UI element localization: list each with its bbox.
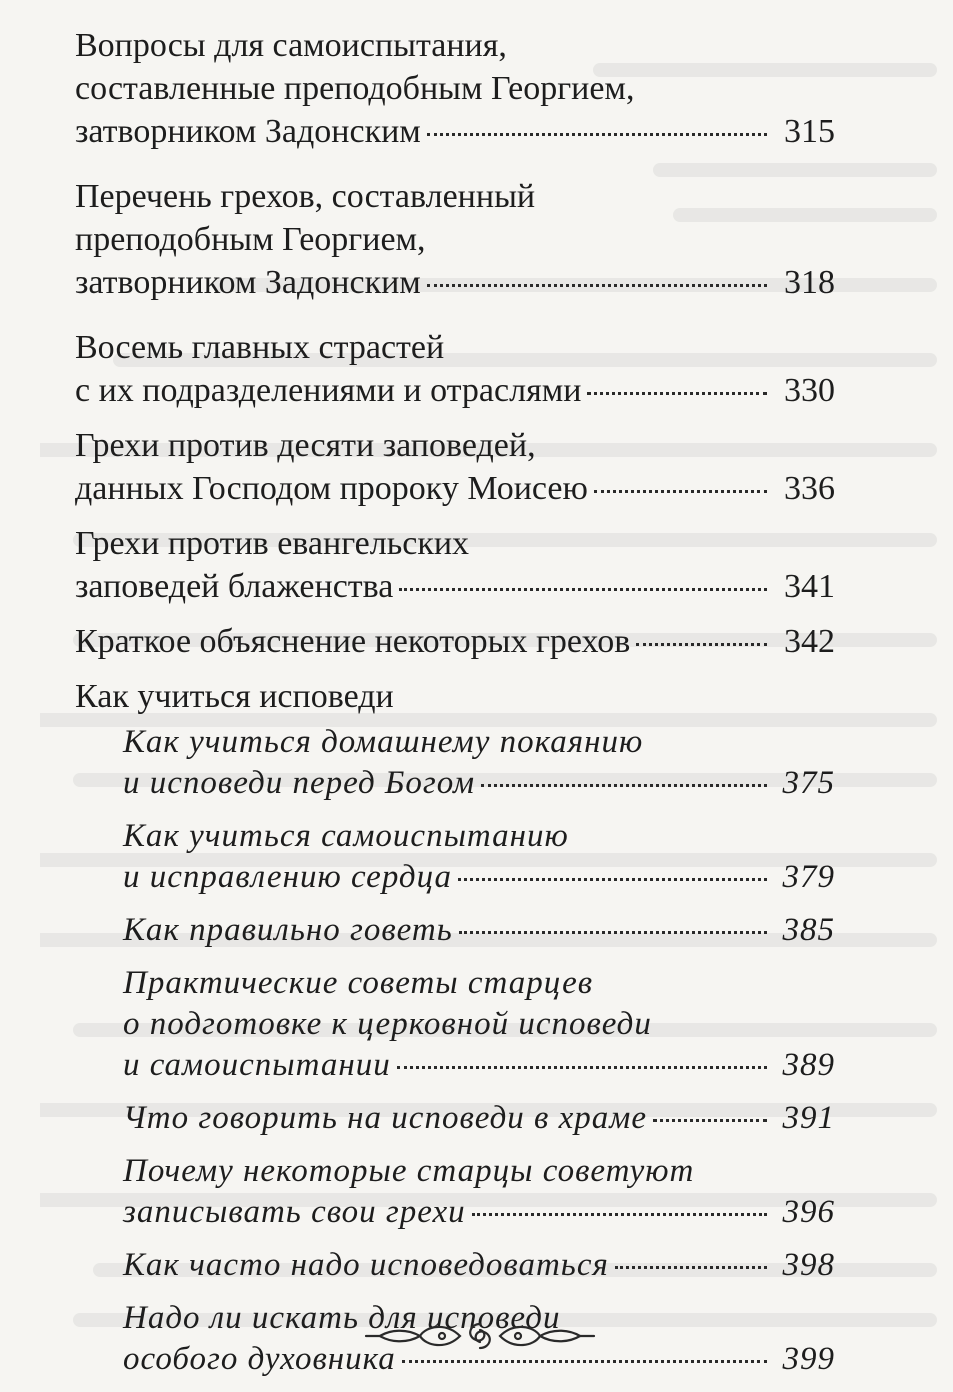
dot-leader: [458, 878, 767, 881]
toc-entry-title-line: затворником Задонским: [75, 113, 421, 150]
dot-leader: [427, 133, 767, 136]
toc-entry-title-line: и исповеди перед Богом: [123, 765, 476, 801]
toc-entry-title-line: Почему некоторые старцы советуют: [123, 1153, 695, 1189]
toc-entry-last-line: [75, 620, 835, 663]
dot-leader: [427, 284, 767, 287]
toc-entry-title-line: и исправлению сердца: [123, 859, 452, 895]
dot-leader: [636, 643, 767, 646]
toc-entry[interactable]: [75, 24, 835, 153]
toc-entry-title-line: о подготовке к церковной исповеди: [123, 1006, 652, 1042]
toc-entry-last-line: [123, 1098, 835, 1139]
toc-sub-entry[interactable]: [75, 816, 835, 898]
toc-sub-entry[interactable]: [75, 722, 835, 804]
page-number: 341: [784, 568, 835, 605]
toc-entry[interactable]: [75, 424, 835, 510]
toc-entry-title-line: Как часто надо исповедоваться: [123, 1247, 609, 1283]
toc-entry[interactable]: [75, 522, 835, 608]
dot-leader: [481, 784, 767, 787]
dot-leader: [594, 490, 767, 493]
section-title[interactable]: Как учиться исповеди: [75, 678, 394, 715]
toc-entry-title-line: с их подразделениями и отраслями: [75, 372, 582, 409]
dot-leader: [397, 1066, 767, 1069]
toc-entry-title-line: Как учиться самоиспытанию: [123, 818, 569, 854]
page-number: 318: [784, 264, 835, 301]
toc-entry-last-line: [75, 369, 835, 412]
dot-leader: [399, 588, 767, 591]
page-number: 379: [782, 859, 835, 895]
toc-entry-title-line: Как правильно говеть: [123, 912, 453, 948]
toc-entry-title-line: Перечень грехов, составленный: [75, 178, 536, 215]
page-number: 385: [782, 912, 835, 948]
dot-leader: [615, 1266, 767, 1269]
page-number: 375: [782, 765, 835, 801]
toc-entry[interactable]: [75, 326, 835, 412]
toc-entry-title-line: особого духовника: [123, 1341, 396, 1377]
toc-entry[interactable]: [75, 175, 835, 304]
toc-sub-entry[interactable]: [75, 1151, 835, 1233]
toc-entry-title-line: затворником Задонским: [75, 264, 421, 301]
dot-leader: [653, 1119, 767, 1122]
toc-entry-title-line: и самоиспытании: [123, 1047, 391, 1083]
page-number: 396: [782, 1194, 835, 1230]
toc-entry-last-line: [75, 261, 835, 304]
dot-leader: [472, 1213, 767, 1216]
page-number: 391: [782, 1100, 835, 1136]
dot-leader: [402, 1360, 767, 1363]
toc-entry-last-line: [123, 763, 835, 804]
toc-entry-last-line: [75, 467, 835, 510]
toc-entry-last-line: [123, 1192, 835, 1233]
toc-sub-entry[interactable]: [75, 1098, 835, 1139]
dot-leader: [587, 392, 767, 395]
toc-entry-title-line: Практические советы старцев: [123, 965, 594, 1001]
toc-sub-entry[interactable]: [75, 1245, 835, 1286]
toc-entry-title-line: записывать свои грехи: [123, 1194, 466, 1230]
toc-sub-entry[interactable]: [75, 910, 835, 951]
toc-entry-title-line: Вопросы для самоиспытания,: [75, 27, 507, 64]
page-number: 330: [784, 372, 835, 409]
ornament-divider-icon: [360, 1318, 600, 1354]
toc-entry-title-line: Надо ли искать для исповеди: [123, 1300, 561, 1336]
page-number: 398: [782, 1247, 835, 1283]
page-number: 342: [784, 623, 835, 660]
toc-entry-title-line: заповедей блаженства: [75, 568, 394, 605]
toc-entry-title-line: данных Господом пророку Моисею: [75, 470, 588, 507]
toc-entry-last-line: [123, 910, 835, 951]
toc-entry-title-line: составленные преподобным Георгием,: [75, 70, 635, 107]
toc-entry-last-line: [123, 1245, 835, 1286]
page-number: 399: [782, 1341, 835, 1377]
toc-entry-title-line: Что говорить на исповеди в храме: [123, 1100, 647, 1136]
dot-leader: [459, 931, 767, 934]
toc-entry-last-line: [75, 565, 835, 608]
page-number: 336: [784, 470, 835, 507]
toc-sub-entry[interactable]: [75, 963, 835, 1086]
toc-entry-last-line: [123, 857, 835, 898]
toc-entry[interactable]: [75, 620, 835, 663]
page-number: 389: [782, 1047, 835, 1083]
table-of-contents: [75, 24, 835, 1392]
toc-entry-title-line: Как учиться домашнему покаянию: [123, 724, 644, 760]
toc-entry-title-line: Восемь главных страстей: [75, 329, 445, 366]
toc-entry-title-line: Краткое объяснение некоторых грехов: [75, 623, 631, 660]
toc-entry-title-line: Грехи против десяти заповедей,: [75, 427, 536, 464]
toc-entry-last-line: [123, 1045, 835, 1086]
page-number: 315: [784, 113, 835, 150]
toc-entry-title-line: преподобным Георгием,: [75, 221, 426, 258]
toc-entry-title-line: Грехи против евангельских: [75, 525, 470, 562]
toc-entry-last-line: [75, 110, 835, 153]
